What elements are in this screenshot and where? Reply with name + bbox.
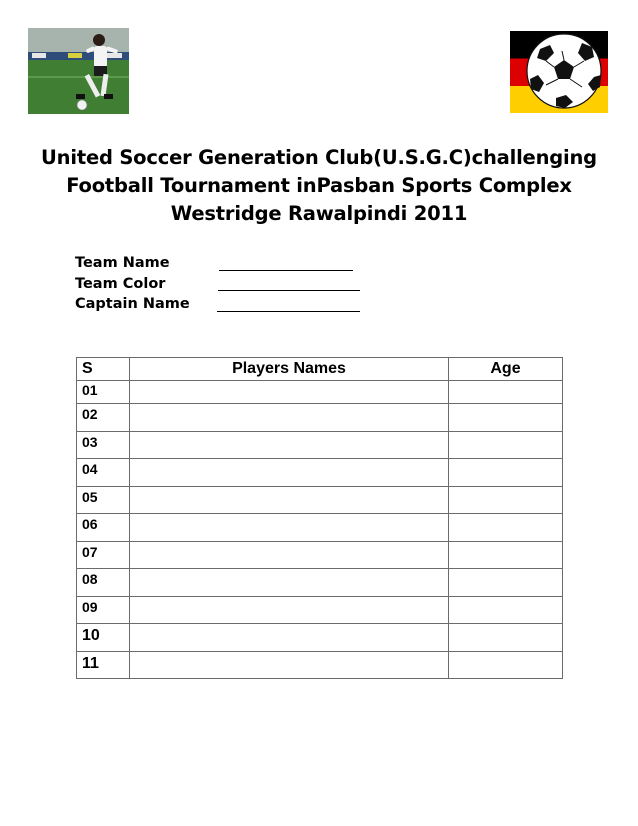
team-name-label: Team Name xyxy=(75,255,170,271)
age-cell[interactable] xyxy=(449,541,563,569)
player-name-cell[interactable] xyxy=(130,404,449,432)
table-row xyxy=(77,541,563,569)
player-name-cell[interactable] xyxy=(130,431,449,459)
age-cell[interactable] xyxy=(449,404,563,432)
captain-name-field[interactable] xyxy=(217,311,360,312)
age-cell[interactable] xyxy=(449,486,563,514)
players-names-header: Players Names xyxy=(130,358,449,381)
age-cell[interactable] xyxy=(449,624,563,652)
serial-cell: 02 xyxy=(77,404,130,432)
team-name-field[interactable] xyxy=(219,270,353,271)
player-name-cell[interactable] xyxy=(130,459,449,487)
serial-cell: 11 xyxy=(77,651,130,679)
title-line-2: Football Tournament inPasban Sports Complex xyxy=(66,174,572,197)
table-row xyxy=(77,596,563,624)
table-row xyxy=(77,404,563,432)
age-cell[interactable] xyxy=(449,431,563,459)
serial-cell: 07 xyxy=(77,541,130,569)
serial-cell: 05 xyxy=(77,486,130,514)
table-row xyxy=(77,486,563,514)
soccer-player-icon xyxy=(28,28,129,114)
player-name-cell[interactable] xyxy=(130,381,449,404)
age-cell[interactable] xyxy=(449,459,563,487)
title-line-1: United Soccer Generation Club(U.S.G.C)challenging xyxy=(41,146,597,169)
player-name-cell[interactable] xyxy=(130,514,449,542)
title-line-3: Westridge Rawalpindi 2011 xyxy=(170,202,468,225)
serial-cell: 08 xyxy=(77,569,130,597)
soccer-ball-icon xyxy=(510,31,608,113)
age-cell[interactable] xyxy=(449,569,563,597)
table-row xyxy=(77,514,563,542)
serial-cell: 09 xyxy=(77,596,130,624)
team-color-field[interactable] xyxy=(218,290,360,291)
table-row xyxy=(77,624,563,652)
players-table xyxy=(76,357,563,679)
player-name-cell[interactable] xyxy=(130,569,449,597)
team-color-row xyxy=(75,274,395,295)
age-cell[interactable] xyxy=(449,596,563,624)
team-info-fields xyxy=(75,253,395,315)
serial-cell: 03 xyxy=(77,431,130,459)
player-name-cell[interactable] xyxy=(130,651,449,679)
team-name-row xyxy=(75,253,395,274)
age-cell[interactable] xyxy=(449,514,563,542)
table-row xyxy=(77,431,563,459)
german-flag-soccer-ball xyxy=(510,31,608,113)
page-title xyxy=(0,144,638,228)
player-name-cell[interactable] xyxy=(130,541,449,569)
player-name-cell[interactable] xyxy=(130,486,449,514)
serial-cell: 06 xyxy=(77,514,130,542)
table-header-row xyxy=(77,358,563,381)
serial-cell: 01 xyxy=(77,381,130,404)
serial-cell: 10 xyxy=(77,624,130,652)
serial-cell: 04 xyxy=(77,459,130,487)
captain-name-row xyxy=(75,294,395,315)
soccer-player-photo xyxy=(28,28,129,114)
age-header: Age xyxy=(449,358,563,381)
captain-name-label: Captain Name xyxy=(75,296,190,312)
player-name-cell[interactable] xyxy=(130,624,449,652)
table-row xyxy=(77,569,563,597)
serial-header: S xyxy=(77,358,130,381)
team-color-label: Team Color xyxy=(75,275,166,292)
table-row xyxy=(77,459,563,487)
table-row xyxy=(77,651,563,679)
age-cell[interactable] xyxy=(449,381,563,404)
player-name-cell[interactable] xyxy=(130,596,449,624)
table-row xyxy=(77,381,563,404)
age-cell[interactable] xyxy=(449,651,563,679)
